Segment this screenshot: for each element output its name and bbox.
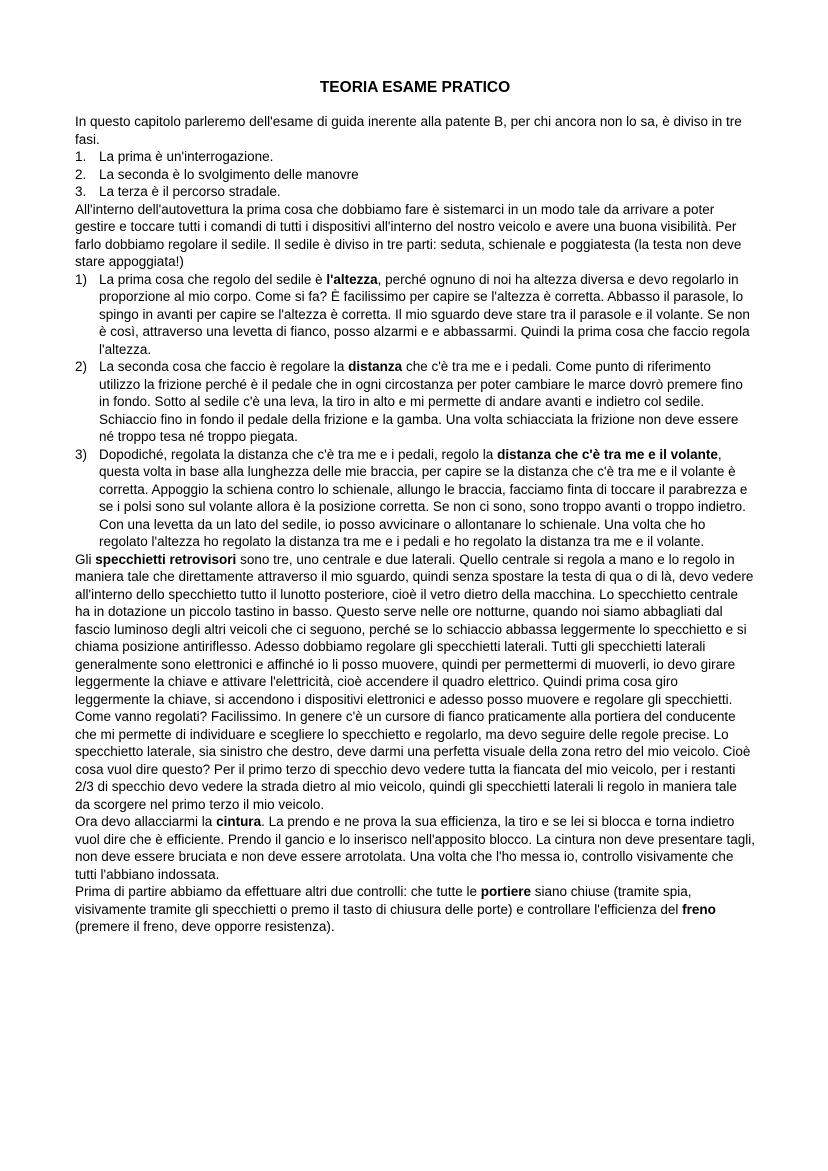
list-marker: 2) [75,359,88,374]
paragraph [75,201,755,271]
list-item [75,358,755,446]
text-run: che c'è tra me e i pedali. Come punto di riferimento utilizzo la frizione perché è il pedale che in ogni circostanza per poter cambiare le marce dovrò premere fino in fondo. Sotto al sedile c'è una leva, la tiro in alto e mi permette di andare avanti e indietro col sedile. Schiaccio fino in fondo il pedale della frizione e la gamba. Una volta schiacciata la frizione non deve essere né troppo tesa né troppo piegata. [99,359,743,444]
list-marker: 3. [75,184,87,199]
list-marker: 1) [75,271,88,287]
list-item [75,183,755,201]
list-item-text [99,148,755,166]
bold-term: specchietti retrovisori [95,551,237,567]
paragraph [75,551,755,814]
bold-term: distanza che c'è tra me e il volante [497,446,718,462]
text-run: La seconda è lo svolgimento delle manovre [99,166,359,182]
text-run: sono tre, uno centrale e due laterali. Quello centrale si regola a mano e lo regolo in maniera tale che direttamente attraverso il mio sguardo, quindi senza spostare la testa di qua o di là, devo vedere all'interno dello specchietto tutto il lunotto posteriore, cioè il vetro dietro della macchina. Lo specchietto centrale ha in dotazione un piccolo tastino in basso. Questo serve nelle ore notturne, quando noi siamo abbagliati dal fascio luminoso degli altri veicoli che ci seguono, perché se lo schiaccio abbassa leggermente lo specchietto e si chiama posizione antiriflesso. Adesso dobbiamo regolare gli specchietti laterali. Tutti gli specchietti laterali generalmente sono elettronici e affinché io li posso muovere, quindi per permettermi di muoverli, io devo girare leggermente la chiave e attivare l'elettricità, cioè accendere il quadro elettrico. Quindi prima cosa giro leggermente la chiave, si accendono i dispositivi elettronici e adesso posso muovere e regolare gli specchietti. Come vanno regolati? Facilissimo. In genere c'è un cursore di fianco praticamente alla portiera del conducente che mi permette di individuare e scegliere lo specchietto e regolarlo, ma devo seguire delle regole precise. Lo specchietto laterale, sia sinistro che destro, deve darmi una perfetta visuale della zona retro del mio veicolo. Cioè cosa vuol dire questo? Per il primo terzo di specchio devo vedere tutta la fiancata del mio veicolo, per i restanti 2/3 di specchio devo vedere la strada dietro al mio veicolo, quindi gli specchietti laterali li regolo in maniera tale da scorgere nel primo terzo il mio veicolo. [75,551,754,812]
list-item [75,166,755,184]
text-run: Dopodiché, regolata la distanza che c'è tra me e i pedali, regolo la [99,446,498,462]
text-run: La prima cosa che regolo del sedile è [99,271,327,287]
document-body [75,113,755,936]
bold-term: cintura [216,814,262,829]
text-run: La prima è un'interrogazione. [99,149,274,164]
bold-term: l'altezza [326,271,378,287]
text-run: La seconda cosa che faccio è regolare la [99,359,349,374]
numbered-list [75,271,755,551]
numbered-list [75,148,755,201]
list-item [75,148,755,166]
list-item-text [99,358,755,446]
page-title: TEORIA ESAME PRATICO [319,79,511,96]
text-run: siano chiuse (tramite spia, visivamente tramite gli specchietti o premo il tasto di chiusura delle porte) e controllare l'efficienza del [75,884,692,917]
list-marker: 3) [75,446,88,462]
list-item [75,446,755,551]
list-item-text [99,446,755,551]
text-run: Gli [75,551,96,567]
bold-term: portiere [480,884,531,899]
list-marker: 1. [75,149,87,164]
text-run: All'interno dell'autovettura la prima cosa che dobbiamo fare è sistemarci in un modo tale da arrivare a poter gestire e toccare tutti i comandi di tutti i dispositivi all'interno del nostro veicolo e avere una buona visibilità. Per farlo dobbiamo regolare il sedile. Il sedile è diviso in tre parti: seduta, schienale e poggiatesta (la testa non deve stare appoggiata!) [75,201,742,269]
text-run: (premere il freno, deve opporre resistenza). [75,919,335,934]
paragraph [75,883,755,936]
list-item-text [99,166,755,184]
text-run: Ora devo allacciarmi la [75,814,217,829]
list-item [75,271,755,359]
list-item-text [99,183,755,201]
text-run: , questa volta in base alla lunghezza delle mie braccia, per capire se la distanza che c'è tra me e il volante è corretta. Appoggio la schiena contro lo schienale, allungo le braccia, facciamo finta di toccare il parabrezza e se i polsi sono sul volante allora è la posizione corretta. Se non ci sono, sono troppo avanti o troppo indietro. Con una levetta da un lato del sedile, io posso avvicinare o allontanare lo schienale. Una volta che ho regolato l'altezza ho regolato la distanza tra me e i pedali e ho regolato la distanza tra me e il volante. [99,446,748,549]
paragraph [75,813,755,883]
text-run: , perché ognuno di noi ha altezza diversa e devo regolarlo in proporzione al mio corpo. Come si fa? È facilissimo per capire se l'altezza è corretta. Abbasso il parasole, lo spingo in avanti per capire se l'altezza è corretta. Il mio sguardo deve stare tra il parasole e il volante. Se non è così, attraverso una levetta di fianco, posso alzarmi e e abbassarmi. Quindi la prima cosa che faccio regola l'altezza. [99,271,750,357]
bold-term: freno [682,901,716,917]
text-run: . La prendo e ne prova la sua efficienza, la tiro e se lei si blocca e torna indietro vuol dire che è efficiente. Prendo il gancio e lo inserisco nell'apposito blocco. La cintura non deve presentare tagli, non deve essere bruciata e non deve essere arrotolata. Una volta che l'ho messa io, controllo visivamente che tutti l'abbiano indossata. [75,814,755,882]
paragraph [75,113,755,148]
list-item-text [99,271,755,359]
text-run: Prima di partire abbiamo da effettuare altri due controlli: che tutte le [75,884,481,899]
list-marker: 2. [75,166,87,182]
bold-term: distanza [348,359,403,374]
text-run: La terza è il percorso stradale. [99,184,281,199]
text-run: In questo capitolo parleremo dell'esame di guida inerente alla patente B, per chi ancora non lo sa, è diviso in tre fasi. [75,114,742,147]
